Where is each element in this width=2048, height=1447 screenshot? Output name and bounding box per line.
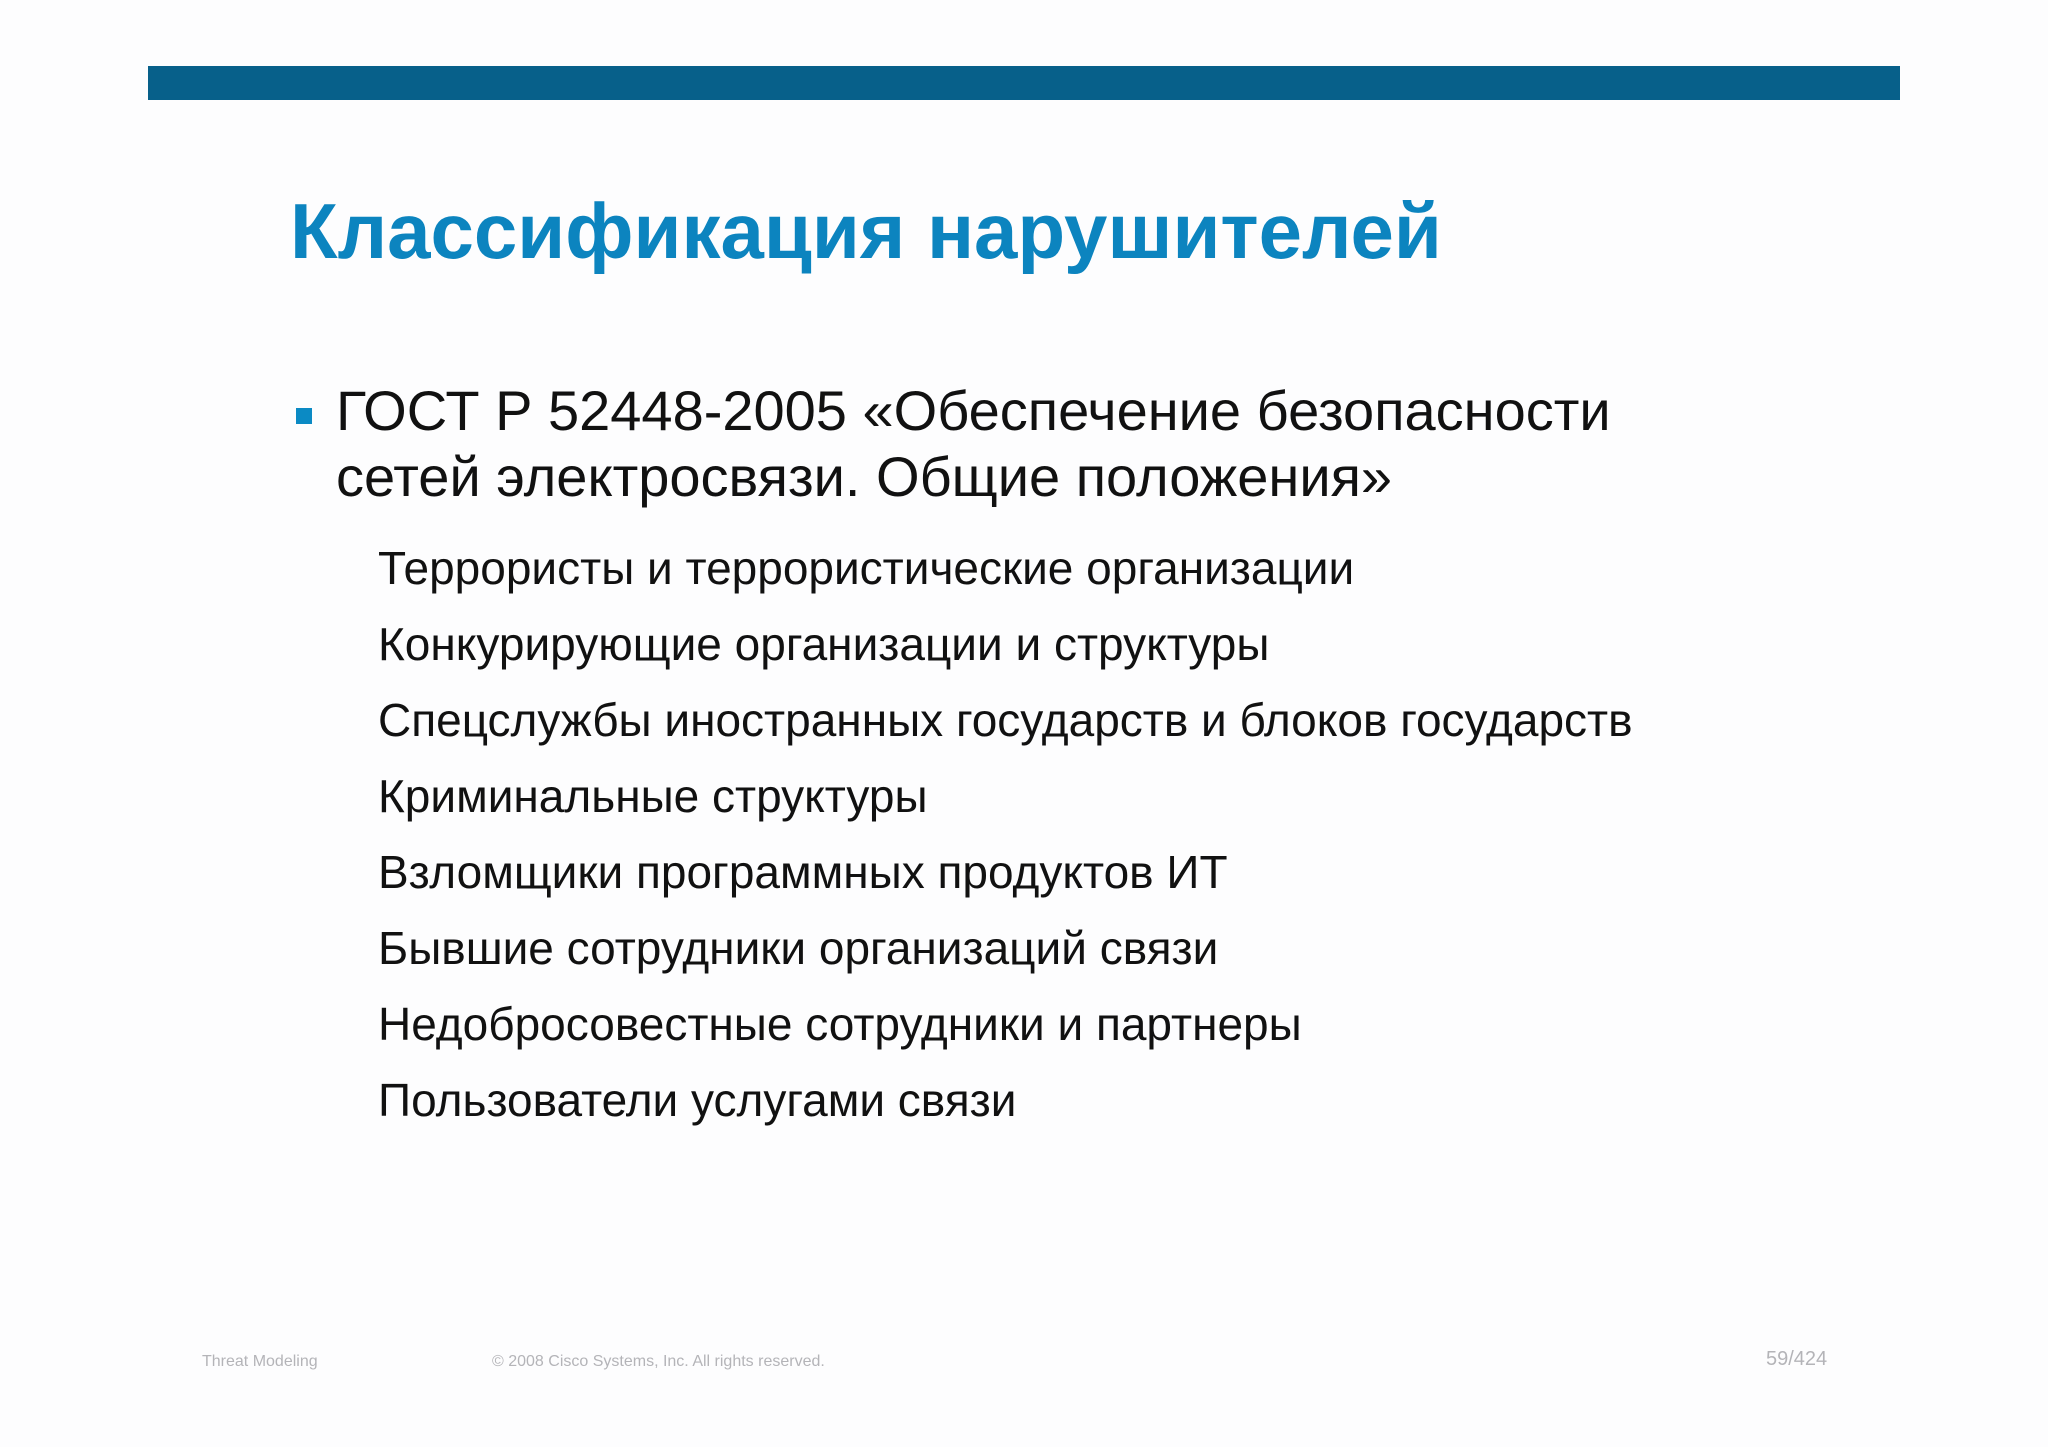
list-item: Взломщики программных продуктов ИТ	[378, 846, 1228, 898]
main-bullet-line-1: ГОСТ Р 52448-2005 «Обеспечение безопасности	[336, 379, 1611, 442]
footer-copyright: © 2008 Cisco Systems, Inc. All rights reserved.	[492, 1353, 825, 1370]
list-item: Террористы и террористические организации	[378, 542, 1355, 594]
list-item: Конкурирующие организации и структуры	[378, 618, 1270, 670]
main-bullet-text	[336, 378, 1611, 510]
list-item: Спецслужбы иностранных государств и блоков государств	[378, 694, 1633, 746]
list-item: Криминальные структуры	[378, 770, 928, 822]
square-bullet-icon	[296, 408, 312, 424]
list-item: Бывшие сотрудники организаций связи	[378, 922, 1219, 974]
slide-title: Классификация нарушителей	[290, 187, 1442, 275]
list-item: Недобросовестные сотрудники и партнеры	[378, 998, 1302, 1050]
main-bullet-line-2: сетей электросвязи. Общие положения»	[336, 445, 1393, 508]
list-item: Пользователи услугами связи	[378, 1074, 1017, 1126]
sub-item-list	[378, 530, 1633, 1138]
footer-presentation-title: Threat Modeling	[202, 1353, 318, 1370]
page-number: 59/424	[1766, 1348, 1828, 1370]
header-bar	[148, 66, 1900, 100]
